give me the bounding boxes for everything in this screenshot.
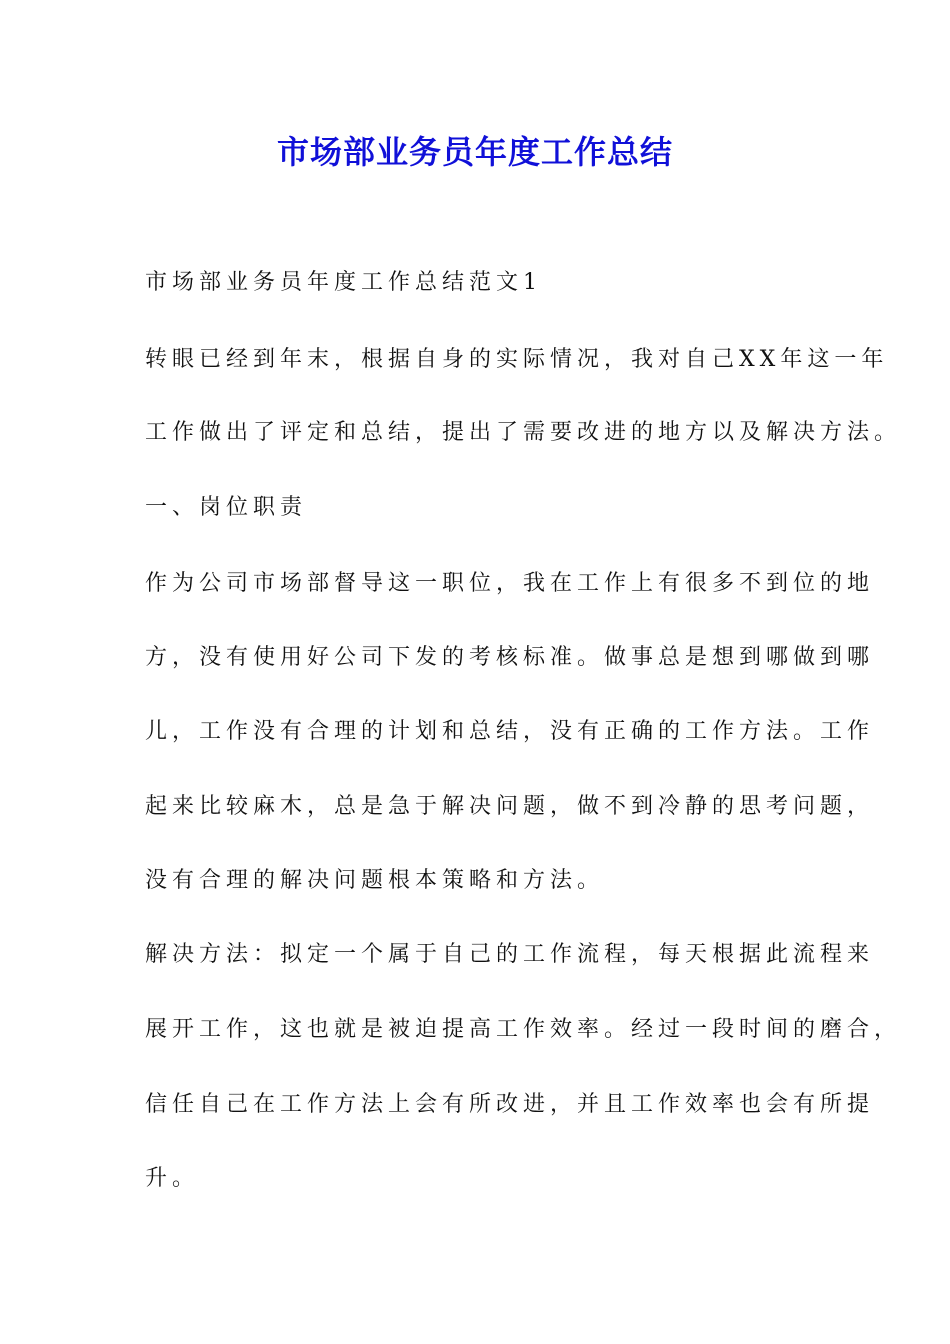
paragraph-line: 展开工作，这也就是被迫提高工作效率。经过一段时间的磨合，: [145, 1017, 902, 1042]
paragraph-line: 解决方法：拟定一个属于自己的工作流程，每天根据此流程来: [145, 942, 875, 967]
paragraph-line: 起来比较麻木，总是急于解决问题，做不到冷静的思考问题，: [145, 794, 875, 819]
paragraph-line: 升。: [145, 1166, 200, 1191]
paragraph-line: 信任自己在工作方法上会有所改进，并且工作效率也会有所提: [145, 1092, 875, 1117]
document-title: 市场部业务员年度工作总结: [276, 133, 673, 171]
subheading-fanwen: 市场部业务员年度工作总结范文1: [145, 270, 542, 295]
section-heading: 一、岗位职责: [145, 495, 308, 520]
paragraph-line: 方，没有使用好公司下发的考核标准。做事总是想到哪做到哪: [145, 645, 875, 670]
paragraph-line: 儿，工作没有合理的计划和总结，没有正确的工作方法。工作: [145, 719, 875, 744]
paragraph-line: 转眼已经到年末，根据自身的实际情况，我对自己XX年这一年: [145, 347, 889, 372]
paragraph-line: 没有合理的解决问题根本策略和方法。: [145, 868, 605, 893]
paragraph-line: 工作做出了评定和总结，提出了需要改进的地方以及解决方法。: [145, 420, 902, 445]
paragraph-line: 作为公司市场部督导这一职位，我在工作上有很多不到位的地: [145, 571, 875, 596]
